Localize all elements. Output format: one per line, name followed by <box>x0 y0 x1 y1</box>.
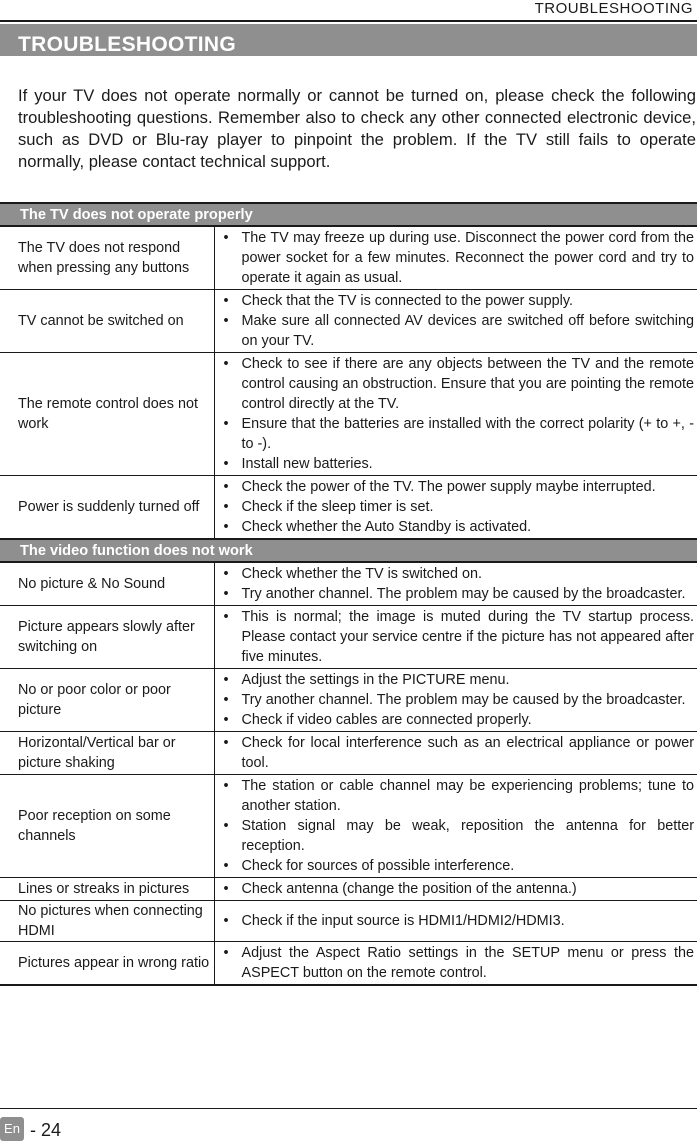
solutions-cell <box>214 732 697 775</box>
solution-list <box>223 879 695 899</box>
solution-list <box>223 564 695 604</box>
solutions-cell <box>214 476 697 540</box>
problem-cell: No or poor color or poor picture <box>0 669 214 732</box>
section-heading: The TV does not operate properly <box>0 203 697 226</box>
solution-item: • Check whether the TV is switched on. <box>223 564 695 584</box>
section-header <box>0 539 697 562</box>
section-header <box>0 203 697 226</box>
table-row <box>0 606 697 669</box>
table-row <box>0 562 697 606</box>
title-bar <box>0 24 697 56</box>
solutions-cell <box>214 878 697 901</box>
table-row <box>0 290 697 353</box>
solutions-cell <box>214 226 697 290</box>
solution-item: • Check that the TV is connected to the power supply. <box>223 291 695 311</box>
solution-list <box>223 228 695 288</box>
solution-item: • Check if video cables are connected properly. <box>223 710 695 730</box>
solution-item: • Install new batteries. <box>223 454 695 474</box>
solution-list <box>223 776 695 876</box>
solutions-cell <box>214 353 697 476</box>
solution-list <box>223 291 695 351</box>
problem-cell: Lines or streaks in pictures <box>0 878 214 901</box>
solution-item: • Try another channel. The problem may be caused by the broadcaster. <box>223 690 695 710</box>
solution-item: • The station or cable channel may be experiencing problems; tune to another station. <box>223 776 695 816</box>
solutions-cell <box>214 775 697 878</box>
table-row <box>0 669 697 732</box>
troubleshooting-table <box>0 202 697 986</box>
solution-item: • Check whether the Auto Standby is activated. <box>223 517 695 537</box>
solutions-cell <box>214 290 697 353</box>
solutions-cell <box>214 669 697 732</box>
solution-item: • Station signal may be weak, reposition the antenna for better reception. <box>223 816 695 856</box>
problem-cell: Pictures appear in wrong ratio <box>0 942 214 986</box>
solution-item: • Check if the input source is HDMI1/HDMI2/HDMI3. <box>223 911 695 931</box>
page-title: TROUBLESHOOTING <box>18 33 236 56</box>
problem-cell: No pictures when connecting HDMI <box>0 901 214 942</box>
table-row <box>0 775 697 878</box>
solution-item: • Ensure that the batteries are installed with the correct polarity (+ to +, - to -). <box>223 414 695 454</box>
table-row <box>0 353 697 476</box>
solutions-cell <box>214 606 697 669</box>
solution-list <box>223 943 695 983</box>
table-row <box>0 226 697 290</box>
footer-divider <box>0 1108 697 1109</box>
table-row <box>0 901 697 942</box>
intro-paragraph: If your TV does not operate normally or cannot be turned on, please check the following troubleshooting questions. Remember also to check any other connected electronic device, such as DVD or Blu-ray player to pinpoint the problem. If the TV still fails to operate normally, please contact technical support. <box>18 86 696 171</box>
solution-list <box>223 477 695 537</box>
solutions-cell <box>214 901 697 942</box>
problem-cell: TV cannot be switched on <box>0 290 214 353</box>
problem-cell: Power is suddenly turned off <box>0 476 214 540</box>
page-number-value: 24 <box>41 1120 62 1140</box>
problem-cell: Poor reception on some channels <box>0 775 214 878</box>
problem-cell: The remote control does not work <box>0 353 214 476</box>
problem-cell: Horizontal/Vertical bar or picture shaking <box>0 732 214 775</box>
section-heading: The video function does not work <box>0 539 697 562</box>
solution-item: • Check the power of the TV. The power supply maybe interrupted. <box>223 477 695 497</box>
solution-item: • The TV may freeze up during use. Disconnect the power cord from the power socket for a few minutes. Reconnect the power cord and try to operate it again as usual. <box>223 228 695 288</box>
solution-list <box>223 911 695 931</box>
page-separator: - <box>30 1120 36 1140</box>
problem-cell: No picture & No Sound <box>0 562 214 606</box>
language-badge: En <box>0 1117 24 1141</box>
solution-list <box>223 733 695 773</box>
solution-item: • Adjust the settings in the PICTURE menu. <box>223 670 695 690</box>
solutions-cell <box>214 942 697 986</box>
solution-item: • This is normal; the image is muted during the TV startup process. Please contact your service centre if the picture has not appeared after five minutes. <box>223 607 695 667</box>
solution-item: • Check to see if there are any objects between the TV and the remote control causing an obstruction. Ensure that you are pointing the remote control directly at the TV. <box>223 354 695 414</box>
solution-item: • Check antenna (change the position of the antenna.) <box>223 879 695 899</box>
table-row <box>0 942 697 986</box>
solution-item: • Check for sources of possible interference. <box>223 856 695 876</box>
running-header: TROUBLESHOOTING <box>534 0 693 17</box>
solution-list <box>223 354 695 474</box>
solution-list <box>223 670 695 730</box>
problem-cell: The TV does not respond when pressing any buttons <box>0 226 214 290</box>
page-number <box>30 1120 61 1141</box>
problem-cell: Picture appears slowly after switching on <box>0 606 214 669</box>
solutions-cell <box>214 562 697 606</box>
solution-item: • Check for local interference such as an electrical appliance or power tool. <box>223 733 695 773</box>
solution-item: • Try another channel. The problem may be caused by the broadcaster. <box>223 584 695 604</box>
table-row <box>0 732 697 775</box>
solution-item: • Adjust the Aspect Ratio settings in the SETUP menu or press the ASPECT button on the remote control. <box>223 943 695 983</box>
solution-item: • Make sure all connected AV devices are switched off before switching on your TV. <box>223 311 695 351</box>
table-row <box>0 878 697 901</box>
header-divider <box>0 20 697 22</box>
table-row <box>0 476 697 540</box>
solution-item: • Check if the sleep timer is set. <box>223 497 695 517</box>
solution-list <box>223 607 695 667</box>
